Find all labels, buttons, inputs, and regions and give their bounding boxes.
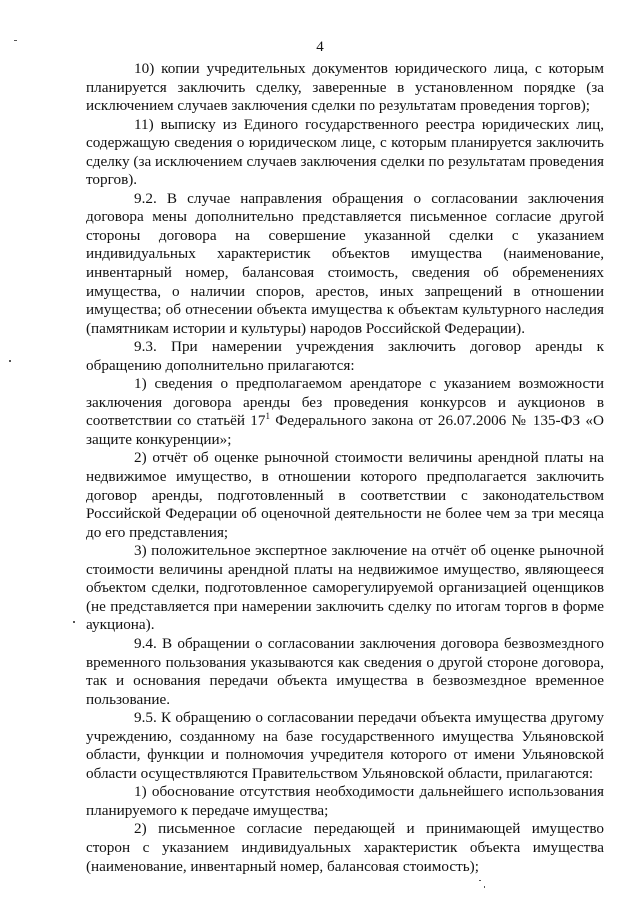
scan-mark bbox=[9, 360, 11, 362]
paragraph-9-5: 9.5. К обращению о согласовании передачи объекта имущества другому учреждению, созданному на базе государственного имущества Ульяновской области, функции и полномочия учредителя которого от имени Ульяновской области осуществляются Правительством Ульяновской области, прилагаются: bbox=[86, 709, 604, 782]
scan-mark bbox=[73, 621, 75, 623]
scan-mark bbox=[14, 40, 17, 41]
paragraph-9-2: 9.2. В случае направления обращения о согласовании заключения договора мены дополнительно представляется письменное согласие другой стороны договора на совершение указанной сделки с указанием индивидуальных характеристик объектов имущества (наименование, инвентарный номер, балансовая стоимость, сведения об обременениях имущества, о наличии споров, арестов, иных запрещений в отношении имущества; об отнесении объекта имущества к объектам культурного наследия (памятникам истории и культуры) народов Российской Федерации). bbox=[86, 189, 604, 337]
document-body bbox=[86, 60, 604, 876]
paragraph-9-4: 9.4. В обращении о согласовании заключения договора безвозмездного временного пользования указываются как сведения о другой стороне договора, так и основания передачи объекта имущества в безвозмездное временное пользование. bbox=[86, 634, 604, 708]
paragraph-9-5-item-1: 1) обоснование отсутствия необходимости дальнейшего использования планируемого к передаче имущества; bbox=[86, 783, 604, 819]
paragraph-9-3-item-1 bbox=[86, 375, 604, 449]
superscript: 1 bbox=[265, 411, 270, 422]
paragraph-item-11: 11) выписку из Единого государственного реестра юридических лиц, содержащую сведения о юридическом лице, с которым планируется заключить сделку (за исключением случаев заключения сделки по результатам проведения торгов). bbox=[86, 115, 604, 189]
paragraph-9-3-item-2: 2) отчёт об оценке рыночной стоимости величины арендной платы на недвижимое имущество, в отношении которого предполагается заключить договор аренды, подготовленный в соответствии с законодательством Российской Федерации об оценочной деятельности не более чем за три месяца до его представления; bbox=[86, 449, 604, 541]
page-number: 4 bbox=[316, 39, 324, 55]
paragraph-9-3: 9.3. При намерении учреждения заключить договор аренды к обращению дополнительно прилагаются: bbox=[86, 338, 604, 374]
scan-mark bbox=[484, 886, 485, 888]
paragraph-text: Федерального закона от 26.07.2006 № 135-ФЗ «О защите конкуренции»; bbox=[86, 412, 604, 448]
paragraph-9-3-item-3: 3) положительное экспертное заключение на отчёт об оценке рыночной стоимости величины арендной платы на недвижимое имущество, являющееся объектом сделки, подготовленное саморегулируемой организацией оценщиков (не представляется при намерении заключить сделку по итогам торгов в форме аукциона). bbox=[86, 542, 604, 634]
paragraph-text: 1) сведения о предполагаемом арендаторе с указанием возможности заключения договора аренды без проведения конкурсов и аукционов в соответствии со статьёй 17 bbox=[86, 375, 604, 430]
scan-mark bbox=[479, 880, 481, 881]
paragraph-item-10: 10) копии учредительных документов юридического лица, с которым планируется заключить сделку, заверенные в установленном порядке (за исключением случаев заключения сделки по результатам проведения торгов); bbox=[86, 60, 604, 115]
paragraph-9-5-item-2: 2) письменное согласие передающей и принимающей имущество сторон с указанием индивидуальных характеристик объекта имущества (наименование, инвентарный номер, балансовая стоимость); bbox=[86, 820, 604, 875]
